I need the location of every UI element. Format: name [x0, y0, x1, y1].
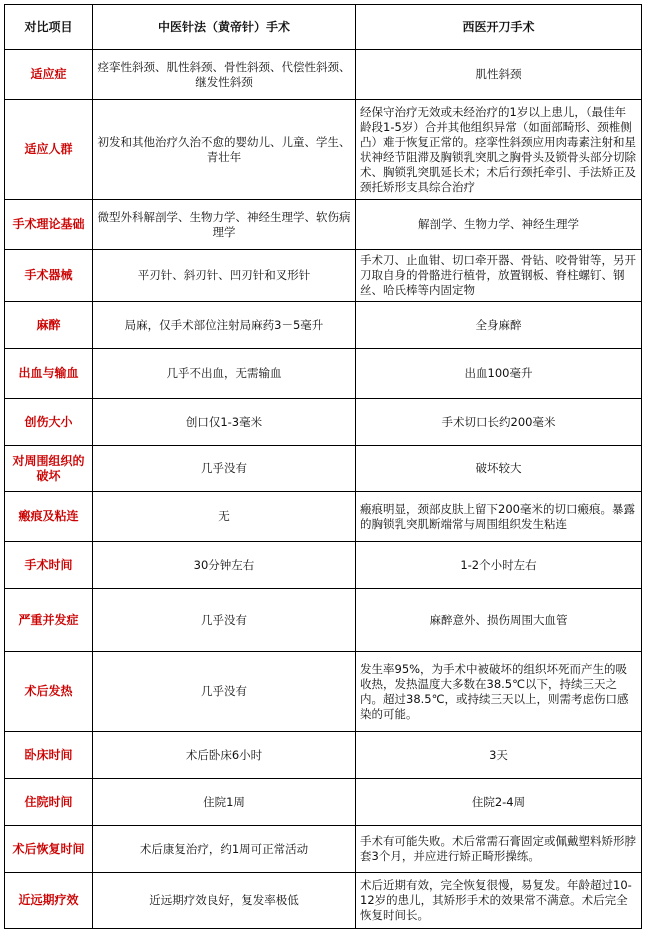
table-row	[5, 779, 642, 826]
row-label: 适应症	[5, 50, 93, 100]
tcm-cell: 术后卧床6小时	[93, 732, 356, 779]
table-row	[5, 873, 642, 929]
western-cell: 住院2-4周	[356, 779, 642, 826]
tcm-cell: 微型外科解剖学、生物力学、神经生理学、软伤病理学	[93, 200, 356, 250]
western-cell: 手术有可能失败。术后常需石膏固定或佩戴塑料矫形脖套3个月，并应进行矫正畸形操练。	[356, 826, 642, 873]
table-row	[5, 542, 642, 589]
row-label: 手术理论基础	[5, 200, 93, 250]
row-label: 出血与输血	[5, 349, 93, 399]
row-label: 创伤大小	[5, 399, 93, 446]
row-label: 适应人群	[5, 100, 93, 200]
tcm-cell: 痉挛性斜颈、肌性斜颈、骨性斜颈、代偿性斜颈、继发性斜颈	[93, 50, 356, 100]
tcm-cell: 无	[93, 492, 356, 542]
row-label: 瘢痕及粘连	[5, 492, 93, 542]
row-label: 手术时间	[5, 542, 93, 589]
western-cell: 解剖学、生物力学、神经生理学	[356, 200, 642, 250]
table-row	[5, 50, 642, 100]
western-cell: 瘢痕明显，颈部皮肤上留下200毫米的切口瘢痕。暴露的胸锁乳突肌断端常与周围组织发生粘连	[356, 492, 642, 542]
row-label: 对周围组织的破坏	[5, 446, 93, 492]
table-row	[5, 100, 642, 200]
row-label: 术后恢复时间	[5, 826, 93, 873]
table-row	[5, 349, 642, 399]
table-row	[5, 250, 642, 302]
western-cell: 全身麻醉	[356, 302, 642, 349]
western-cell: 术后近期有效，完全恢复很慢，易复发。年龄超过10-12岁的患儿，其矫形手术的效果常不满意。术后完全恢复时间长。	[356, 873, 642, 929]
western-cell: 手术刀、止血钳、切口牵开器、骨钻、咬骨钳等，另开刀取自身的骨骼进行植骨，放置钢板、脊柱螺钉、钢丝、哈氏棒等内固定物	[356, 250, 642, 302]
western-cell: 经保守治疗无效或未经治疗的1岁以上患儿，（最佳年龄段1-5岁）合并其他组织异常（如面部畸形、颈椎侧凸）难于恢复正常的。痉挛性斜颈应用肉毒素注射和星状神经节阻滞及胸锁乳突肌之胸骨头及锁骨头部分切除术、胸锁乳突肌延长术；术后行颈托牵引、手法矫正及颈托矫形支具综合治疗	[356, 100, 642, 200]
row-label: 手术器械	[5, 250, 93, 302]
tcm-cell: 术后康复治疗，约1周可正常活动	[93, 826, 356, 873]
western-cell: 发生率95%，为手术中被破坏的组织坏死而产生的吸收热，发热温度大多数在38.5℃以下，持续三天之内。超过38.5℃，或持续三天以上，则需考虑伤口感染的可能。	[356, 652, 642, 732]
row-label: 麻醉	[5, 302, 93, 349]
comparison-table-container	[4, 4, 641, 929]
row-label: 术后发热	[5, 652, 93, 732]
western-cell: 1-2个小时左右	[356, 542, 642, 589]
row-label: 卧床时间	[5, 732, 93, 779]
table-row	[5, 589, 642, 652]
tcm-cell: 几乎没有	[93, 652, 356, 732]
header-tcm-surgery: 中医针法（黄帝针）手术	[93, 5, 356, 50]
table-row	[5, 826, 642, 873]
tcm-cell: 几乎不出血，无需输血	[93, 349, 356, 399]
row-label: 严重并发症	[5, 589, 93, 652]
row-label: 住院时间	[5, 779, 93, 826]
western-cell: 出血100毫升	[356, 349, 642, 399]
comparison-table	[4, 4, 642, 929]
table-row	[5, 492, 642, 542]
tcm-cell: 平刃针、斜刃针、凹刃针和叉形针	[93, 250, 356, 302]
tcm-cell: 初发和其他治疗久治不愈的婴幼儿、儿童、学生、青壮年	[93, 100, 356, 200]
row-label: 近远期疗效	[5, 873, 93, 929]
tcm-cell: 30分钟左右	[93, 542, 356, 589]
header-western-surgery: 西医开刀手术	[356, 5, 642, 50]
tcm-cell: 几乎没有	[93, 589, 356, 652]
table-row	[5, 200, 642, 250]
header-compare-item: 对比项目	[5, 5, 93, 50]
western-cell: 麻醉意外、损伤周围大血管	[356, 589, 642, 652]
tcm-cell: 住院1周	[93, 779, 356, 826]
tcm-cell: 几乎没有	[93, 446, 356, 492]
western-cell: 破坏较大	[356, 446, 642, 492]
western-cell: 手术切口长约200毫米	[356, 399, 642, 446]
tcm-cell: 近远期疗效良好，复发率极低	[93, 873, 356, 929]
table-row	[5, 732, 642, 779]
tcm-cell: 创口仅1-3毫米	[93, 399, 356, 446]
western-cell: 3天	[356, 732, 642, 779]
table-header-row	[5, 5, 642, 50]
table-row	[5, 652, 642, 732]
tcm-cell: 局麻，仅手术部位注射局麻药3－5毫升	[93, 302, 356, 349]
western-cell: 肌性斜颈	[356, 50, 642, 100]
table-row	[5, 446, 642, 492]
table-row	[5, 399, 642, 446]
table-row	[5, 302, 642, 349]
